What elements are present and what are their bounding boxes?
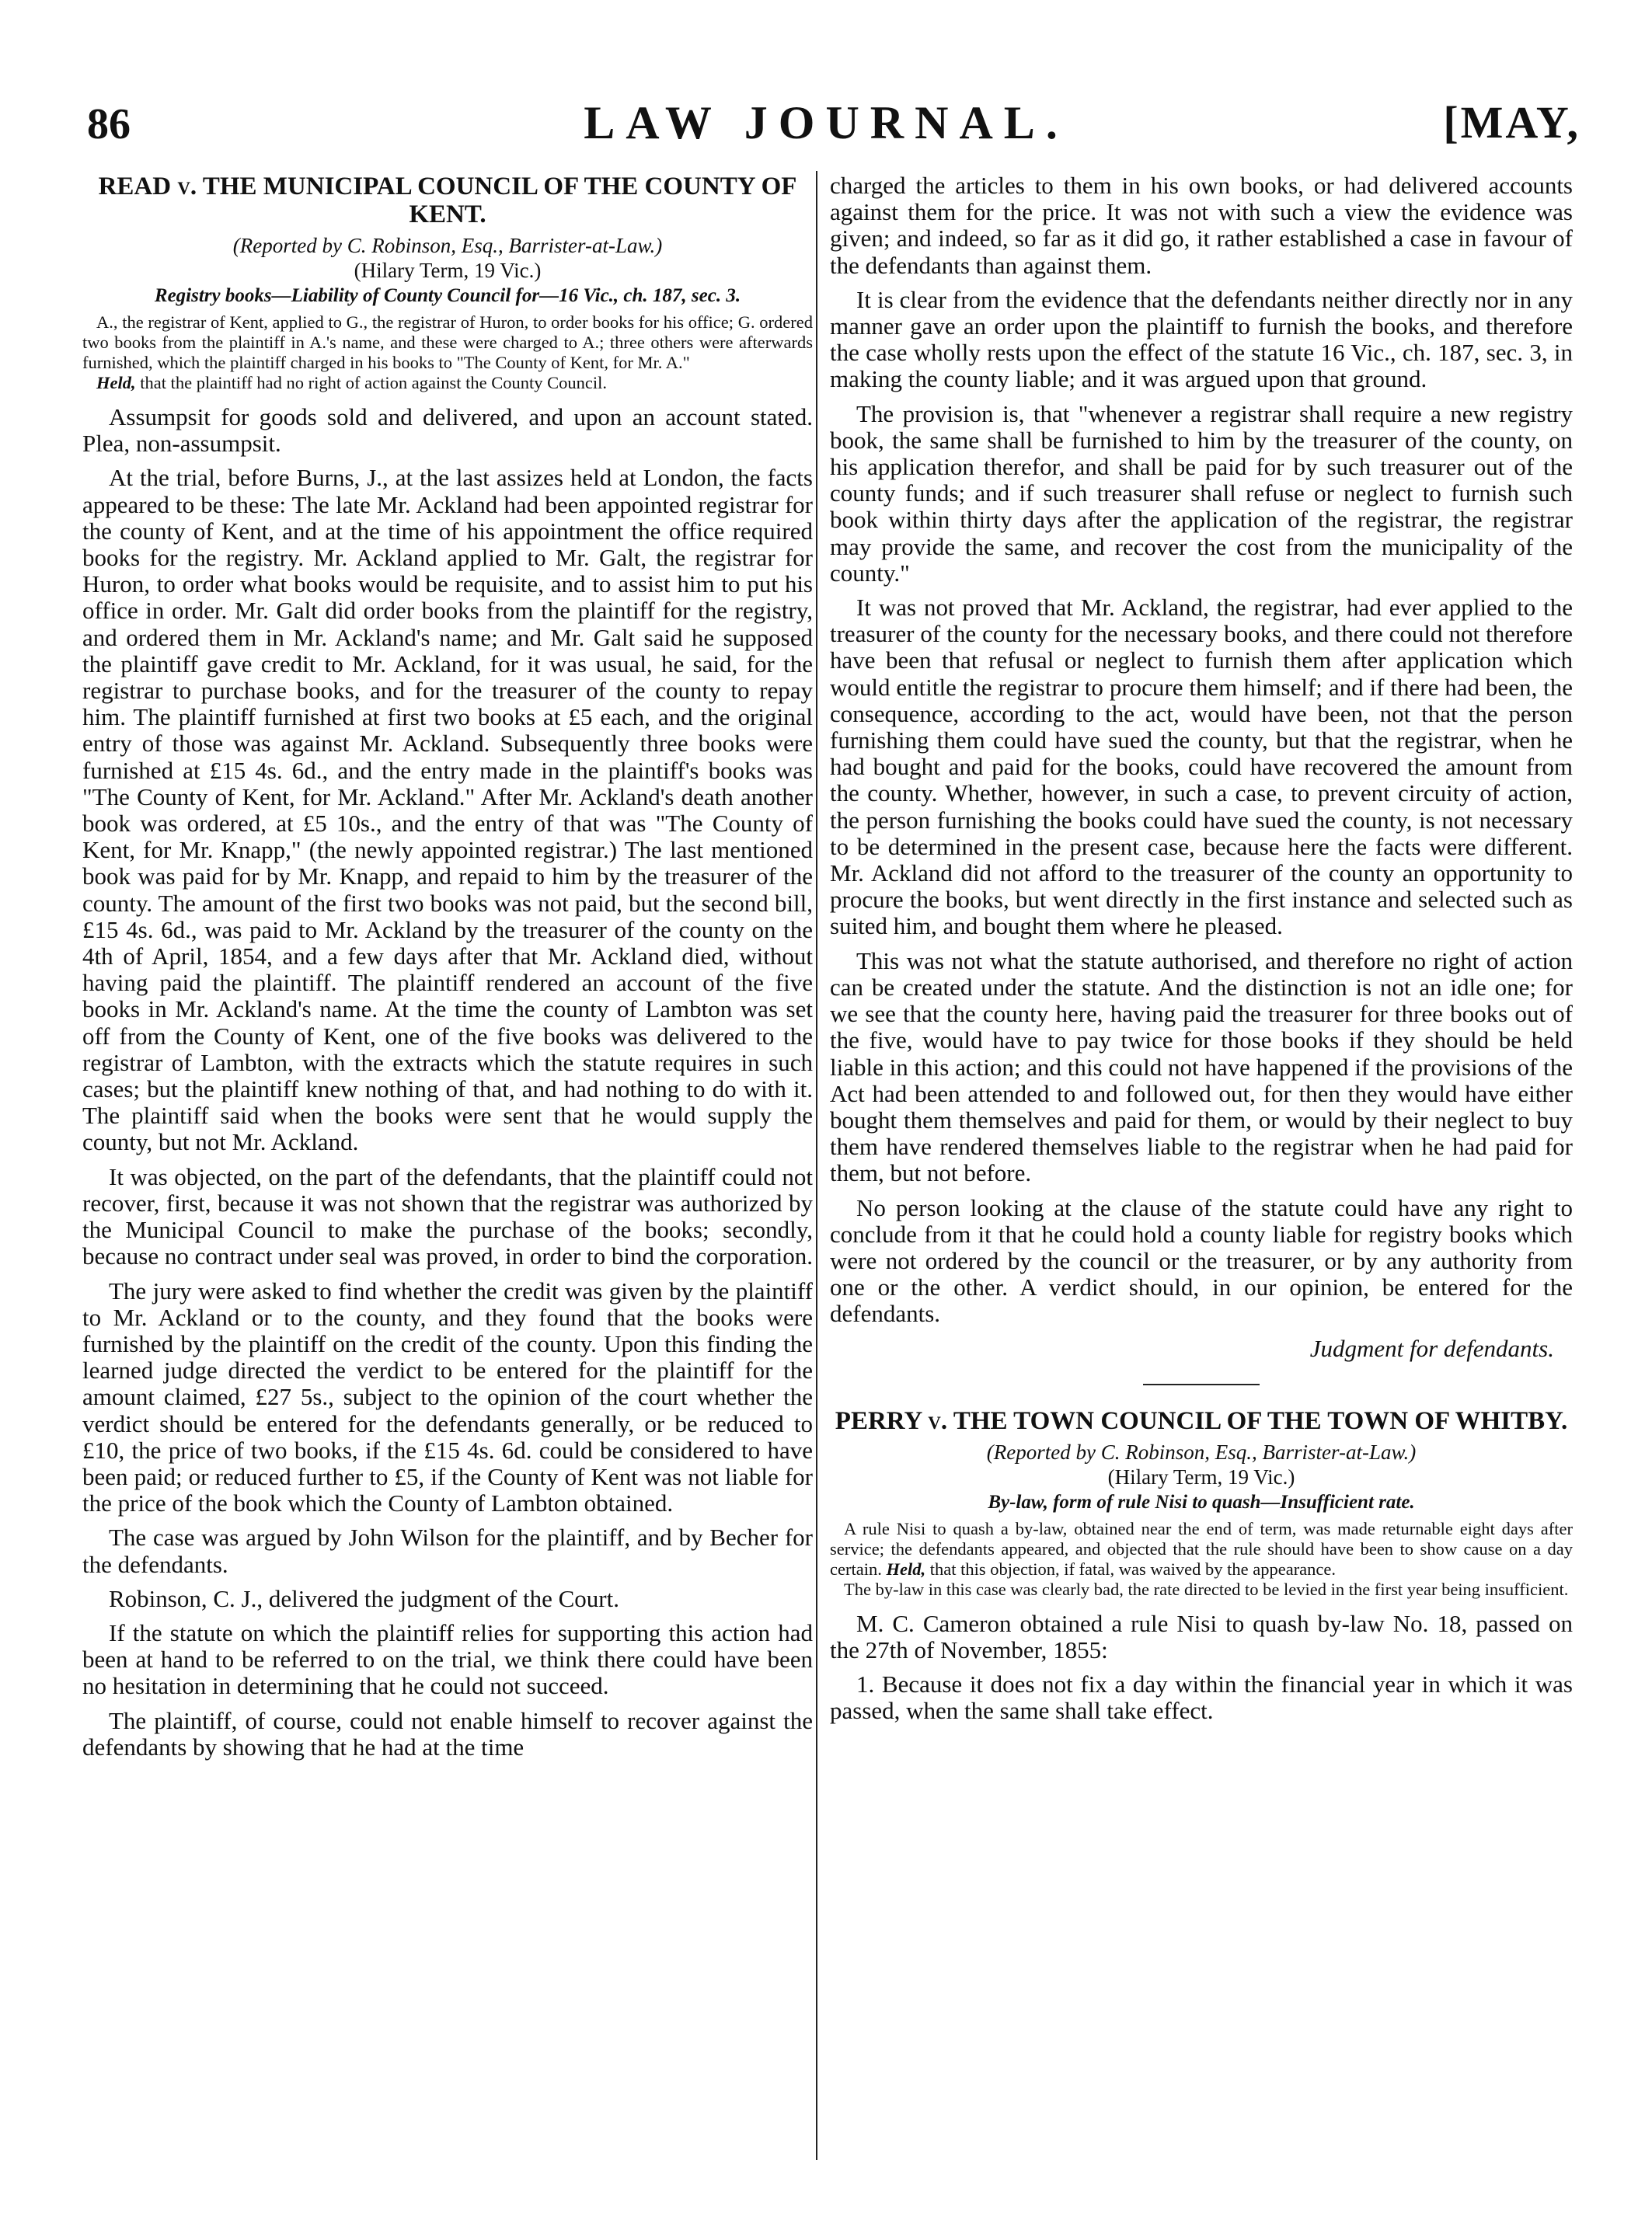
held-label: Held, bbox=[96, 373, 136, 392]
paragraph: 1. Because it does not fix a day within the financial year in which it was passed, when the same shall take effect. bbox=[830, 1670, 1573, 1725]
term-note: (Hilary Term, 19 Vic.) bbox=[1107, 1465, 1295, 1489]
paragraph: It was objected, on the part of the defendants, that the plaintiff could not recover, first, because it was not shown that the registrar was authorized by the Municipal Council to make the purchase of the books; secondly, because no contract under seal was proved, in order to bind the corporation. bbox=[82, 1162, 814, 1270]
column-divider bbox=[816, 171, 817, 2160]
headnote-second: The by-law in this case was clearly bad, the rate directed to be levied in the first year being insufficient. bbox=[844, 1579, 1569, 1599]
held-text: that the plaintiff had no right of action against the County Council. bbox=[140, 373, 607, 392]
reporter-note: (Reported by C. Robinson, Esq., Barrister-at-Law.) bbox=[986, 1440, 1417, 1464]
running-title: LAW JOURNAL. bbox=[584, 97, 1068, 148]
paragraph: The plaintiff, of course, could not enable himself to recover against the defendants by showing that he had at the time bbox=[82, 1706, 813, 1761]
case-keywords: By-law, form of rule Nisi to quash—Insufficient rate. bbox=[988, 1491, 1415, 1513]
paragraph: charged the articles to them in his own books, or had delivered accounts against them for the price. It was not with such a view the evidence was given; and indeed, so far as it did go, it rather established a case in favour of the defendants than against them. bbox=[830, 172, 1573, 279]
headnote: A., the registrar of Kent, applied to G., the registrar of Huron, to order books for his office; G. ordered two books from the plaintiff in A.'s name, and these were charged to A.; three others were afterwards furnished, which the plaintiff charged in his books to "The County of Kent, for Mr. A." bbox=[82, 312, 813, 372]
paragraph: No person looking at the clause of the statute could have any right to conclude from it that he could hold a county liable for registry books which were not ordered by the council or the treasurer, or by any authority from one or the other. A verdict should, in our opinion, be entered for the defendants. bbox=[830, 1193, 1573, 1328]
paragraph: Assumpsit for goods sold and delivered, and upon an account stated. Plea, non-assumpsit. bbox=[82, 403, 813, 458]
paragraph: At the trial, before Burns, J., at the last assizes held at London, the facts appeared to be these: The late Mr. Ackland had been appointed registrar for the county of Kent, and at the time of his appointment the office required books for the registry. Mr. Ackland applied to Mr. Galt, the registrar for Huron, to order what books would be requisite, and to assist him to put his office in order. Mr. Galt did order books from the plaintiff for the registry, and ordered them in Mr. Ackland's name; and Mr. Galt said he supposed the plaintiff gave credit to Mr. Ackland, for it was usual, he said, for the registrar to purchase books, and for the treasurer of the county to repay him. The plaintiff furnished at first two books at £5 each, and the original entry of those was against Mr. Ackland. Subsequently three books were furnished at £15 4s. 6d., and the entry made in the plaintiff's books was "The County of Kent, for Mr. Ackland." After Mr. Ackland's death another book was ordered, at £5 10s., and the entry of that was "The County of Kent, for Mr. Knapp," (the newly appointed registrar.) The last mentioned book was paid for by Mr. Knapp, and repaid to him by the treasurer of the county. The amount of the first two books was not paid, but the second bill, £15 4s. 6d., was paid to Mr. Ackland by the treasurer of the county on the 4th of April, 1854, and a few days after that Mr. Ackland died, without having paid the plaintiff. The plaintiff rendered an account of the five books in Mr. Ackland's name. At the time the county of Lambton was set off from the County of Kent, one of the five books was delivered to the registrar of Lambton, with the extracts which the statute requires in such cases; but the plaintiff knew nothing of that, and had nothing to do with it. The plaintiff said when the books were sent that he would supply the county, but not Mr. Ackland. bbox=[82, 464, 813, 1156]
paragraph: It was not proved that Mr. Ackland, the registrar, had ever applied to the treasurer of the county for the necessary books, and there could not therefore have been that refusal or neglect to furnish them after application which would entitle the registrar to procure them himself; and if there had been, the consequence, according to the act, would have been, not that the person furnishing them could have sued the county, but that the registrar, when he had bought and paid for the books, could have recovered the amount from the county. Whether, however, in such a case, to prevent circuity of action, the person furnishing the books could have sued the county, is not necessary to be determined in the present case, because here the facts were different. Mr. Ackland did not afford to the treasurer of the county an opportunity to procure the books, but went directly in the first instance and selected such as suited him, and bought them where he pleased. bbox=[830, 594, 1573, 940]
paragraph: The case was argued by John Wilson for the plaintiff, and by Becher for the defendants. bbox=[82, 1524, 813, 1578]
reporter-note: (Reported by C. Robinson, Esq., Barrister-at-Law.) bbox=[232, 234, 663, 257]
judgment-line: Judgment for defendants. bbox=[1309, 1334, 1554, 1362]
held-text: that this objection, if fatal, was waived by the appearance. bbox=[929, 1559, 1337, 1579]
paragraph: M. C. Cameron obtained a rule Nisi to quash by-law No. 18, passed on the 27th of November, 1855: bbox=[830, 1609, 1573, 1663]
paragraph: Robinson, C. J., delivered the judgment of the Court. bbox=[109, 1584, 619, 1612]
paragraph: If the statute on which the plaintiff relies for supporting this action had been at hand to be referred to on the trial, we think there could have been no hesitation in determining that he could not succeed. bbox=[82, 1618, 813, 1700]
case-divider bbox=[1143, 1384, 1260, 1385]
headnote-text: A rule Nisi to quash a by-law, obtained near the end of term, was made returnable eight days after service; the defendants appeared, and objected that the rule should have been to show cause on a day certain. bbox=[830, 1518, 1573, 1579]
paragraph: The provision is, that "whenever a registrar shall require a new registry book, the same shall be furnished to him by the treasurer of the county, on his application therefor, and shall be paid for by such treasurer out of the county funds; and if such treasurer shall refuse or neglect to furnish such book within thirty days after the application of the registrar, the registrar may provide the same, and recover the cost from the municipality of the county." bbox=[830, 399, 1573, 587]
case-title: READ v. THE MUNICIPAL COUNCIL OF THE COUNTY OF KENT. bbox=[98, 172, 797, 228]
left-column bbox=[82, 172, 813, 1768]
case-keywords: Registry books—Liability of County Council for—16 Vic., ch. 187, sec. 3. bbox=[154, 285, 741, 306]
paragraph: It is clear from the evidence that the defendants neither directly nor in any manner gave an order upon the plaintiff to furnish the books, and therefore the case wholly rests upon the effect of the statute 16 Vic., ch. 187, sec. 3, in making the county liable; and it was argued upon that ground. bbox=[830, 285, 1573, 393]
headnote bbox=[830, 1519, 1573, 1580]
held-note bbox=[82, 373, 813, 393]
paragraph: This was not what the statute authorised, and therefore no right of action can be created under the statute. And the distinction is not an idle one; for we see that the county here, having paid the treasurer for three books out of the five, would have to pay twice for those books if they should be held liable in this action; and this could not have happened if the provisions of the Act had been attended to and followed out, for then they would have either bought them themselves and paid for them, or would by their neglect to buy them have rendered themselves liable to the registrar when he had paid for them, but not before. bbox=[830, 946, 1573, 1187]
paragraph: The jury were asked to find whether the credit was given by the plaintiff to Mr. Ackland or to the county, and they found that the books were furnished by the plaintiff on the credit of the county. Upon this finding the learned judge directed the verdict to be entered for the plaintiff for the amount claimed, £27 5s., subject to the opinion of the court whether the verdict should be entered for the defendants generally, or be reduced to £10, the price of two books, if the £15 4s. 6d. could be considered to have been paid; or reduced further to £5, if the County of Kent was not liable for the price of the book which the County of Lambton obtained. bbox=[82, 1277, 813, 1517]
page-number: 86 bbox=[87, 100, 131, 148]
right-column bbox=[830, 172, 1573, 1733]
case-title: PERRY v. THE TOWN COUNCIL OF THE TOWN OF WHITBY. bbox=[835, 1406, 1568, 1435]
term-note: (Hilary Term, 19 Vic.) bbox=[354, 259, 542, 282]
month-label: [MAY, bbox=[1443, 97, 1581, 148]
running-header bbox=[0, 0, 1652, 179]
held-label: Held, bbox=[886, 1559, 926, 1579]
